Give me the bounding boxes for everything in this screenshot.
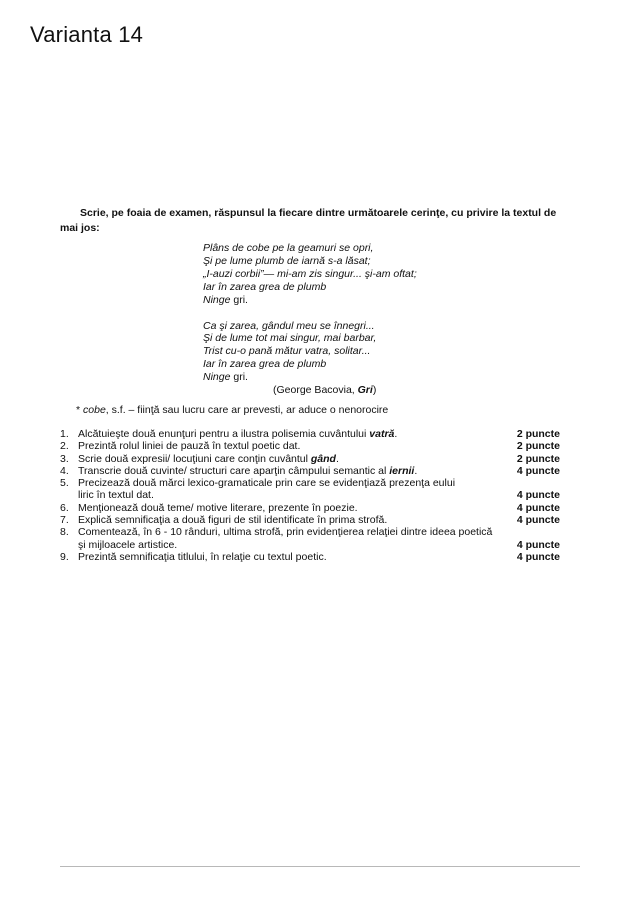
poem-word: Ninge (203, 293, 231, 306)
question-number: 5. (60, 477, 69, 490)
question-text (78, 514, 560, 526)
question-item (60, 526, 560, 551)
poem-line: Iar în zarea grea de plumb (203, 280, 327, 293)
question-points: 4 puncte (516, 550, 560, 563)
question-number: 9. (60, 550, 69, 563)
question-text (78, 526, 560, 551)
footnote-star: * (76, 404, 84, 416)
poem-line: „I-auzi corbii”— mi-am zis singur... şi-am oftat; (203, 267, 417, 280)
poem-stanza-1 (203, 242, 417, 307)
question-text-part: Comentează, în 6 - 10 rânduri, ultima strofă, prin evidenţierea relaţiei dintre ideea poetică şi mijloacele artistice. (78, 526, 493, 551)
question-text (78, 477, 560, 502)
question-points: 4 puncte (516, 464, 560, 477)
question-number: 2. (60, 440, 69, 453)
question-points: 2 puncte (516, 440, 560, 453)
footnote (76, 404, 388, 416)
question-points: 2 puncte (516, 428, 560, 440)
instruction-text: Scrie, pe foaia de examen, răspunsul la fiecare dintre următoarele cerinţe, cu privire la textul de mai jos: (60, 207, 557, 234)
author-prefix: (George Bacovia, (273, 384, 358, 397)
question-text-part: Alcătuieşte două enunţuri pentru a ilustra polisemia cuvântului (78, 428, 370, 440)
question-text-part: . (394, 428, 398, 440)
bottom-divider (60, 866, 580, 867)
question-item (60, 551, 560, 563)
question-points: 4 puncte (516, 501, 560, 514)
poem-line: Şi pe lume plumb de iarnă s-a lăsat; (203, 254, 371, 267)
question-list (60, 428, 560, 563)
poem-word: gri. (230, 293, 248, 306)
question-points: 4 puncte (516, 514, 560, 527)
question-points: 4 puncte (516, 489, 560, 502)
question-text-part: Transcrie două cuvinte/ structuri care aparţin câmpului semantic al (78, 464, 390, 477)
poem-word: Ninge (203, 371, 231, 384)
question-text-part: Precizează două mărci lexico-gramaticale prin care se evidenţiază prezenţa eului liric în textul dat. (78, 477, 456, 502)
question-number: 8. (60, 526, 69, 539)
poem-work-title: Gri (357, 384, 373, 397)
question-text (78, 428, 560, 440)
question-number: 7. (60, 514, 69, 527)
poem-line (203, 294, 417, 307)
question-text (78, 440, 560, 452)
question-text-part: Prezintă semnificaţia titlului, în relaţie cu textul poetic. (78, 550, 327, 563)
poem-line: Şi de lume tot mai singur, mai barbar, (203, 332, 377, 345)
question-text (78, 465, 560, 477)
poem-word: gri. (230, 371, 248, 384)
question-text-part: Menţionează două teme/ motive literare, prezente în poezie. (78, 501, 358, 514)
poem-line: Plâns de cobe pe la geamuri se opri, (203, 242, 374, 254)
question-text (78, 551, 560, 563)
question-number: 3. (60, 452, 69, 465)
question-keyword: iernii (389, 464, 415, 477)
question-text (78, 502, 560, 514)
footnote-definition: , s.f. – fiinţă sau lucru care ar prevesti, ar aduce o nenorocire (105, 404, 389, 416)
question-text-part: Prezintă rolul liniei de pauză în textul poetic dat. (78, 440, 301, 453)
question-item (60, 477, 560, 502)
author-suffix: ) (372, 384, 377, 397)
question-text-part: Explică semnificaţia a două figuri de stil identificate în prima strofă. (78, 514, 388, 527)
poem (203, 242, 417, 397)
question-item (60, 514, 560, 526)
question-text-part: . (414, 464, 418, 477)
question-text-part: Scrie două expresii/ locuţiuni care conţin cuvântul (78, 452, 311, 465)
poem-author (273, 384, 417, 397)
poem-line (203, 371, 417, 384)
poem-line: Trist cu-o pană mătur vatra, solitar... (203, 345, 371, 358)
question-item (60, 428, 560, 440)
question-number: 1. (60, 428, 69, 440)
poem-line: Ca şi zarea, gândul meu se înnegri... (203, 319, 375, 332)
question-points: 2 puncte (516, 452, 560, 465)
question-item (60, 453, 560, 465)
question-number: 4. (60, 464, 69, 477)
poem-line: Iar în zarea grea de plumb (203, 358, 327, 371)
question-text-part: . (335, 452, 339, 465)
question-text (78, 453, 560, 465)
page-title: Varianta 14 (30, 22, 144, 47)
poem-stanza-2 (203, 320, 417, 385)
question-points: 4 puncte (516, 538, 560, 551)
question-keyword: vatră (369, 428, 395, 440)
question-item (60, 502, 560, 514)
footnote-term: cobe (83, 404, 106, 416)
question-item (60, 465, 560, 477)
question-keyword: gând (310, 452, 336, 465)
question-item (60, 440, 560, 452)
question-number: 6. (60, 501, 69, 514)
